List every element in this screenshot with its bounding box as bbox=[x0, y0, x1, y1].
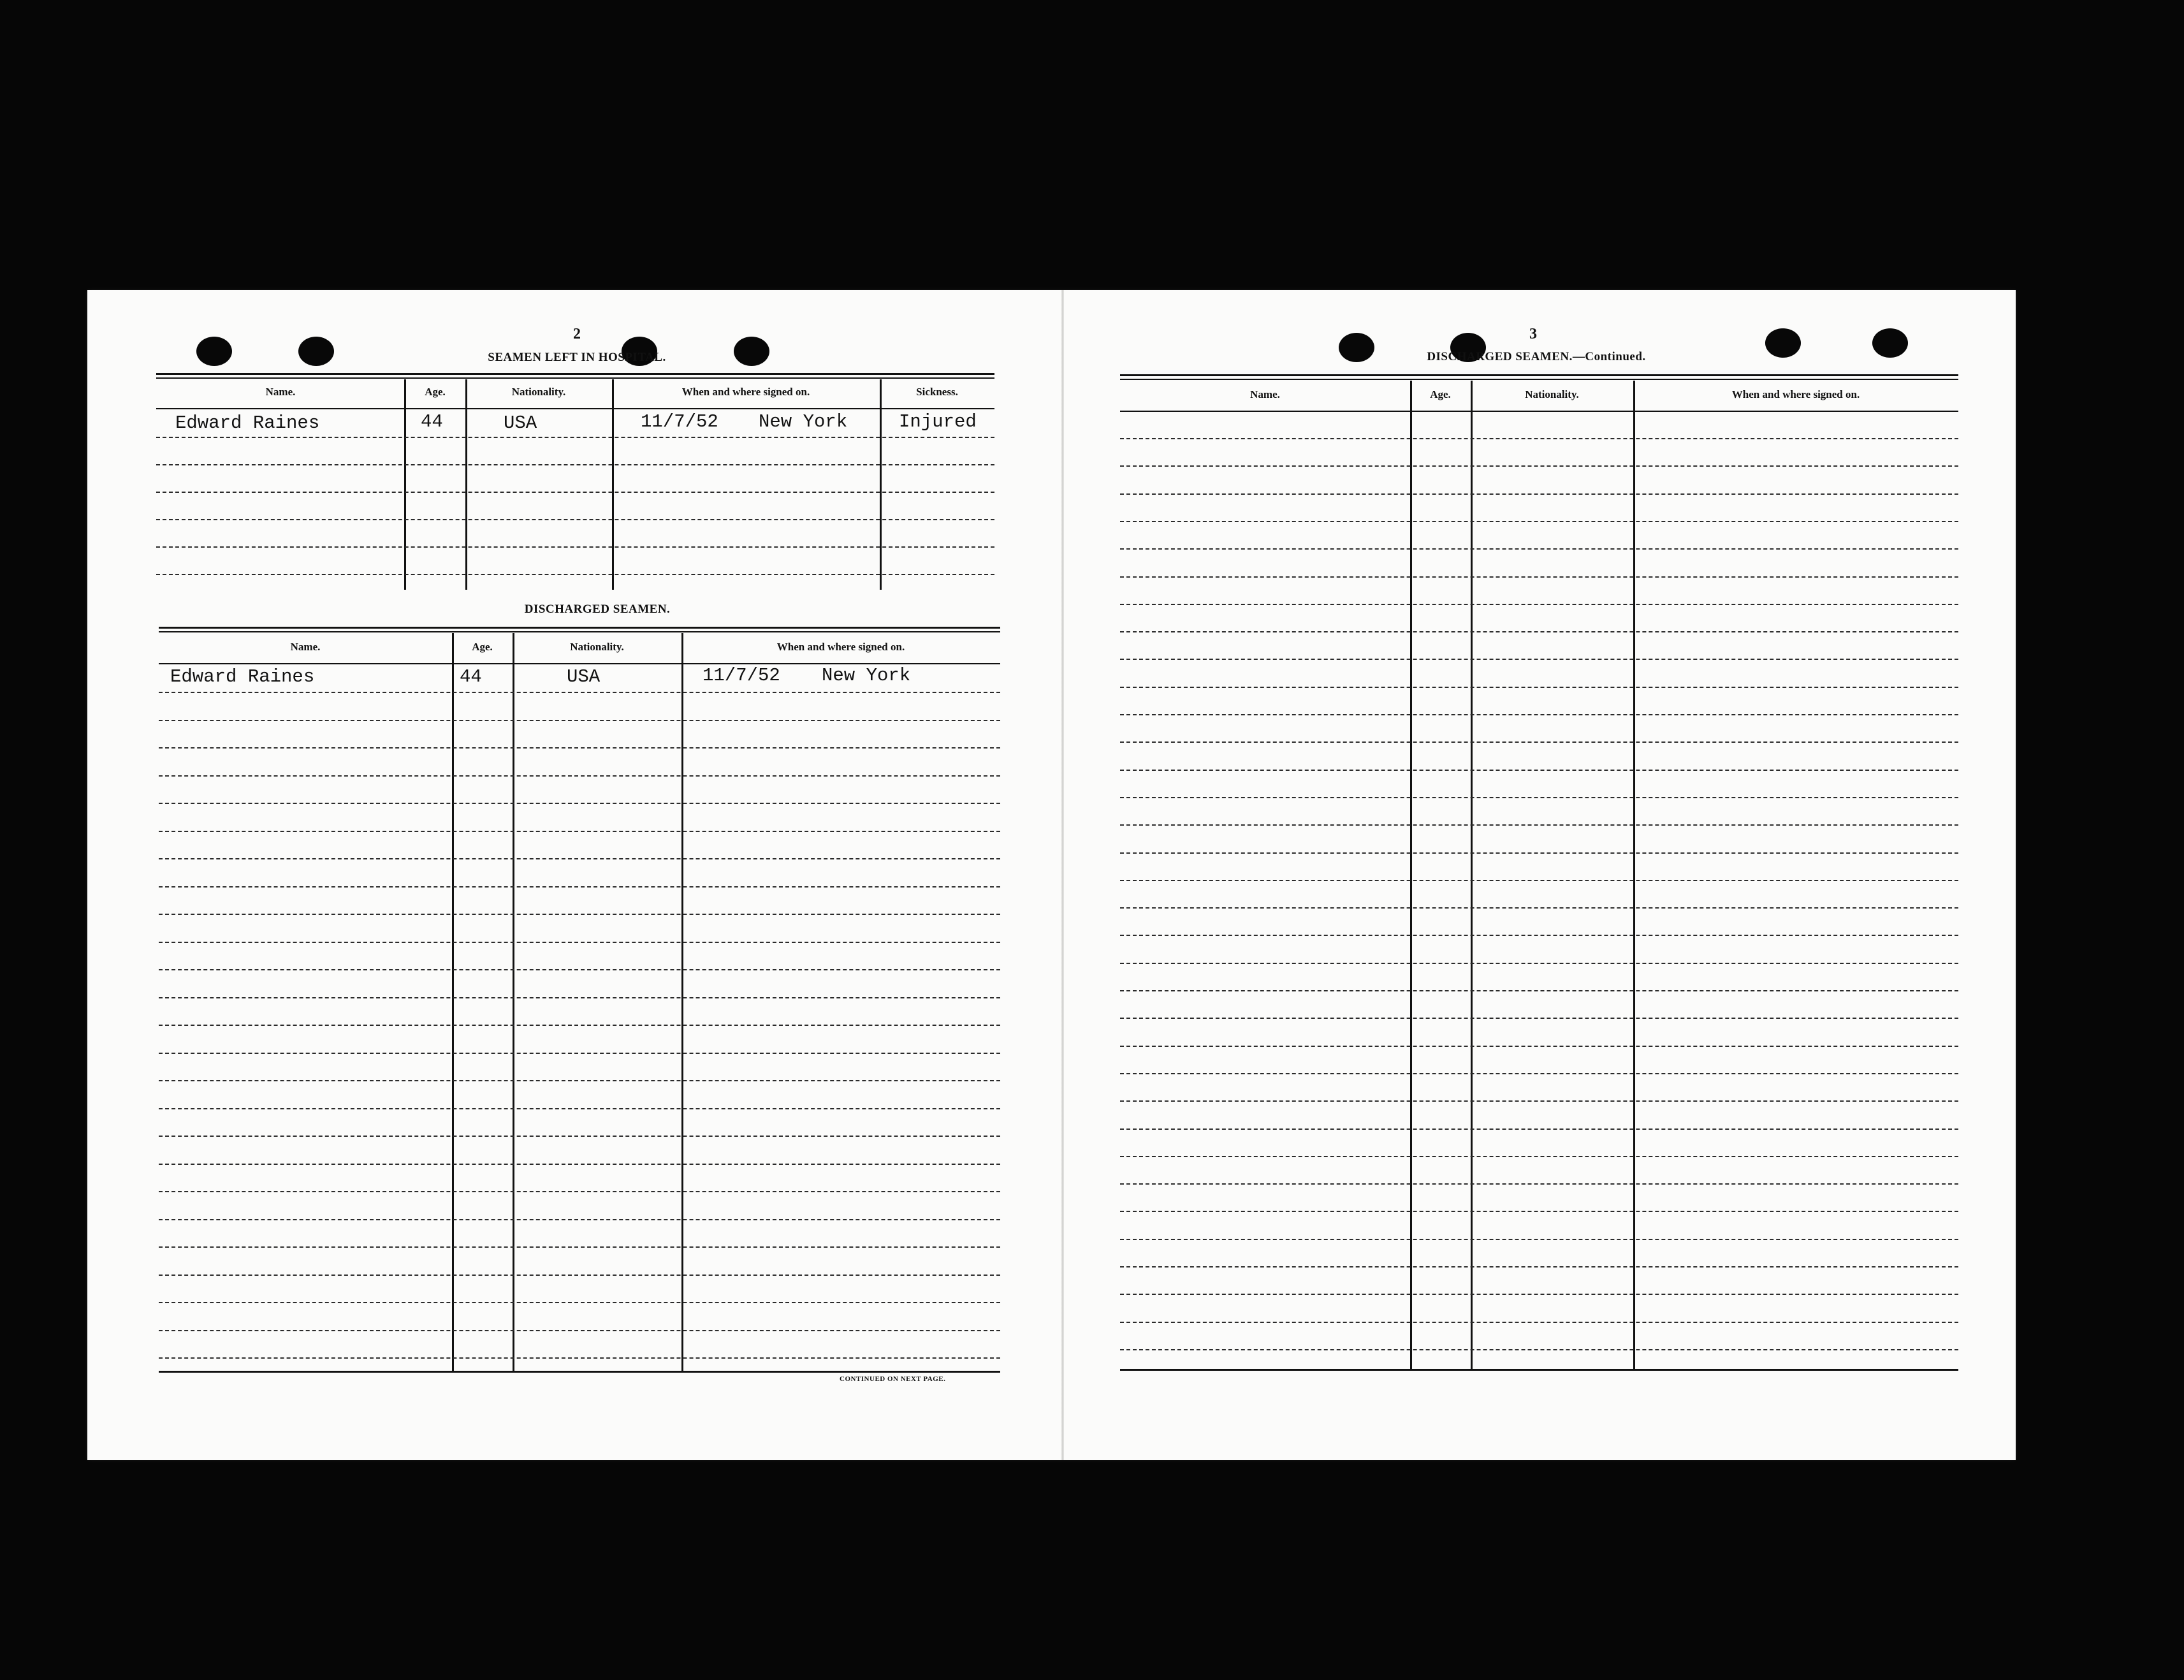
ruled-line bbox=[1120, 935, 1958, 936]
ruled-line bbox=[1120, 852, 1958, 854]
binder-hole bbox=[298, 337, 334, 366]
ruled-line bbox=[159, 803, 1000, 804]
ruled-line bbox=[159, 886, 1000, 887]
right-section-title: DISCHARGED SEAMEN.—Continued. bbox=[1427, 350, 1646, 363]
ruled-line bbox=[159, 831, 1000, 832]
ruled-line bbox=[1120, 438, 1958, 439]
discharged-table bbox=[159, 627, 1000, 1373]
discharged-row-name: Edward Raines bbox=[170, 666, 315, 687]
ruled-line bbox=[159, 747, 1000, 749]
ruled-line bbox=[1120, 1046, 1958, 1047]
ruled-line bbox=[1120, 1266, 1958, 1267]
ruled-line bbox=[159, 942, 1000, 943]
hospital-section-title: SEAMEN LEFT IN HOSPITAL. bbox=[488, 351, 666, 364]
ruled-line bbox=[1120, 1183, 1958, 1185]
ruled-line bbox=[1120, 990, 1958, 991]
col-header-name: Name. bbox=[290, 641, 321, 653]
ruled-line bbox=[1120, 604, 1958, 605]
ruled-line bbox=[1120, 548, 1958, 550]
ruled-line bbox=[159, 692, 1000, 693]
discharged-section-title: DISCHARGED SEAMEN. bbox=[524, 603, 671, 616]
discharged-continued-table bbox=[1120, 374, 1958, 1369]
ruled-line bbox=[159, 858, 1000, 859]
ruled-line bbox=[1120, 1294, 1958, 1295]
ruled-line bbox=[1120, 1322, 1958, 1323]
ruled-line bbox=[159, 1136, 1000, 1137]
col-header-sickness: Sickness. bbox=[916, 386, 958, 398]
col-header-age: Age. bbox=[1430, 388, 1451, 400]
ruled-line bbox=[1120, 1129, 1958, 1130]
binder-hole bbox=[1339, 333, 1374, 362]
hospital-row-date: 11/7/52 bbox=[641, 411, 718, 432]
col-header-name: Name. bbox=[265, 386, 296, 398]
left-page-number: 2 bbox=[573, 326, 581, 342]
ruled-line bbox=[159, 1164, 1000, 1165]
ruled-line bbox=[1120, 741, 1958, 743]
ruled-line bbox=[1120, 1211, 1958, 1212]
ruled-line bbox=[1120, 1239, 1958, 1240]
discharged-row-place: New York bbox=[822, 665, 911, 686]
col-header-age: Age. bbox=[425, 386, 446, 398]
hospital-row-age: 44 bbox=[421, 411, 443, 432]
ruled-line bbox=[1120, 1156, 1958, 1157]
binder-hole bbox=[1872, 328, 1908, 358]
ruled-line bbox=[159, 997, 1000, 998]
ruled-line bbox=[1120, 1018, 1958, 1019]
ruled-line bbox=[1120, 631, 1958, 632]
discharged-row-date: 11/7/52 bbox=[703, 665, 780, 686]
ruled-line bbox=[1120, 1073, 1958, 1074]
ruled-line bbox=[159, 1330, 1000, 1331]
ruled-line bbox=[1120, 1349, 1958, 1350]
col-header-age: Age. bbox=[472, 641, 493, 653]
document-sheet bbox=[87, 290, 2016, 1460]
ruled-line bbox=[1120, 576, 1958, 578]
ruled-line bbox=[1120, 907, 1958, 909]
binder-hole bbox=[1765, 328, 1801, 358]
ruled-line bbox=[159, 1246, 1000, 1248]
ruled-line bbox=[159, 1053, 1000, 1054]
ruled-line bbox=[1120, 687, 1958, 688]
col-header-signed-on: When and where signed on. bbox=[1731, 388, 1860, 400]
ruled-line bbox=[159, 1191, 1000, 1192]
ruled-line bbox=[1120, 521, 1958, 522]
ruled-line bbox=[1120, 797, 1958, 798]
ruled-line bbox=[1120, 824, 1958, 826]
binder-hole bbox=[734, 337, 769, 366]
col-header-signed-on: When and where signed on. bbox=[681, 386, 810, 398]
page-fold bbox=[1061, 290, 1064, 1460]
ruled-line bbox=[159, 914, 1000, 915]
ruled-line bbox=[1120, 659, 1958, 660]
ruled-line bbox=[159, 1108, 1000, 1109]
ruled-line bbox=[1120, 963, 1958, 964]
right-page-number: 3 bbox=[1529, 326, 1537, 342]
hospital-row-place: New York bbox=[759, 411, 848, 432]
ruled-line bbox=[159, 1302, 1000, 1303]
ruled-line bbox=[159, 1219, 1000, 1220]
col-header-name: Name. bbox=[1250, 388, 1280, 400]
col-header-nationality: Nationality. bbox=[570, 641, 624, 653]
ruled-line bbox=[159, 1275, 1000, 1276]
hospital-row-name: Edward Raines bbox=[175, 413, 320, 434]
ruled-line bbox=[159, 969, 1000, 970]
ruled-line bbox=[159, 1357, 1000, 1359]
ruled-line bbox=[159, 1025, 1000, 1026]
ruled-line bbox=[1120, 880, 1958, 881]
col-header-nationality: Nationality. bbox=[1525, 388, 1579, 400]
ruled-line bbox=[1120, 1100, 1958, 1102]
discharged-row-nationality: USA bbox=[567, 666, 601, 687]
ruled-line bbox=[1120, 465, 1958, 467]
ruled-line bbox=[1120, 493, 1958, 495]
hospital-row-sickness: Injured bbox=[899, 411, 977, 432]
col-header-signed-on: When and where signed on. bbox=[776, 641, 905, 653]
ruled-line bbox=[159, 720, 1000, 721]
ruled-line bbox=[159, 1080, 1000, 1081]
hospital-row-nationality: USA bbox=[504, 413, 537, 434]
col-header-nationality: Nationality. bbox=[511, 386, 566, 398]
discharged-row-age: 44 bbox=[460, 666, 482, 687]
binder-hole bbox=[196, 337, 232, 366]
ruled-line bbox=[1120, 770, 1958, 771]
ruled-line bbox=[1120, 714, 1958, 715]
ruled-line bbox=[159, 775, 1000, 777]
continued-note: CONTINUED ON NEXT PAGE. bbox=[840, 1375, 946, 1383]
